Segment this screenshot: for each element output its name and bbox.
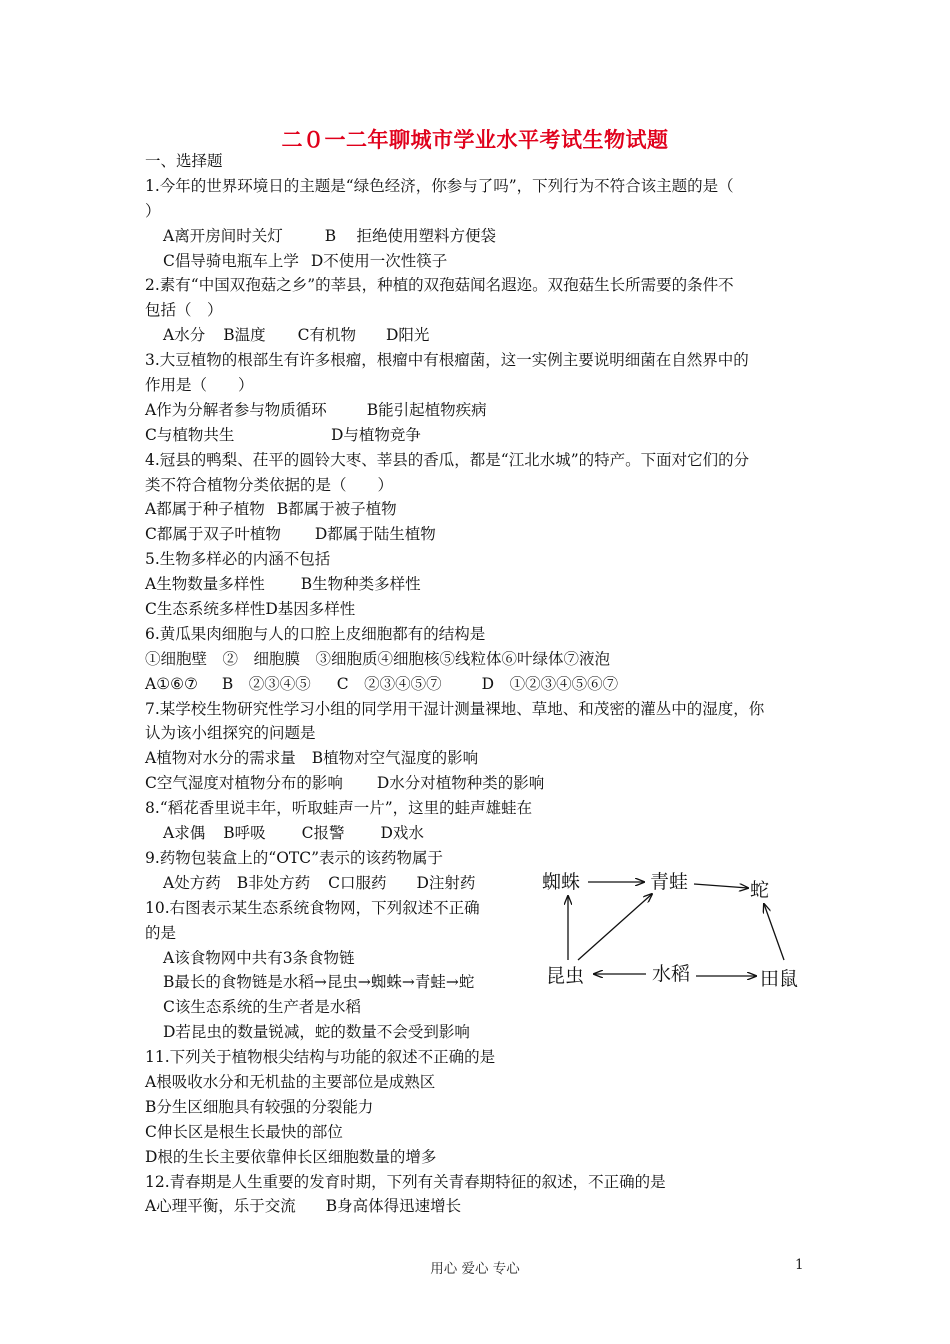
- q1-options-ab: [145, 224, 813, 249]
- q10-option-a: A该食物网中共有3条食物链: [163, 948, 355, 967]
- q9-option-c: C口服药: [328, 873, 387, 892]
- q8-option-d: D戏水: [380, 824, 424, 843]
- question-list: [145, 149, 813, 1219]
- q1-option-a: A离开房间时关灯: [163, 226, 283, 245]
- q1-options-cd: [145, 249, 813, 274]
- q1-option-d: D不使用一次性筷子: [310, 251, 448, 270]
- q7-option-b: B植物对空气湿度的影响: [311, 749, 479, 768]
- q4-option-c: C都属于双子叶植物: [145, 525, 281, 544]
- q4-option-d: D都属于陆生植物: [314, 525, 436, 544]
- q10-option-c: C该生态系统的生产者是水稻: [163, 998, 361, 1017]
- q11-stem: 11.下列关于植物根尖结构与功能的叙述不正确的是: [145, 1048, 496, 1067]
- q11-option-a: A根吸收水分和无机盐的主要部位是成熟区: [145, 1072, 436, 1091]
- q9-option-a: A处方药: [163, 873, 221, 892]
- exam-title: 二０一二年聊城市学业水平考试生物试题: [281, 127, 669, 152]
- q10-option-b: B最长的食物链是水稻→昆虫→蜘蛛→青蛙→蛇: [163, 973, 475, 992]
- q12-stem: 12.青春期是人生重要的发育时期，下列有关青春期特征的叙述，不正确的是: [145, 1172, 666, 1191]
- q3-option-b: B能引起植物疾病: [366, 400, 487, 419]
- q7-options-cd: [145, 771, 813, 796]
- q11-option-c: C伸长区是根生长最快的部位: [145, 1122, 343, 1141]
- q6-option-c: C ②③④⑤⑦: [336, 674, 442, 693]
- q8-option-b: B呼吸: [223, 824, 266, 843]
- q1-stem-line2: ）: [145, 201, 161, 220]
- arrow-mouse-to-snake: [764, 904, 784, 960]
- q3-options-ab: [145, 398, 813, 423]
- q1-option-c: C倡导骑电瓶车上学: [163, 251, 299, 270]
- q4-options-cd: [145, 522, 813, 547]
- q2-option-a: A水分: [163, 326, 206, 345]
- q6-option-b: B ②③④⑤: [221, 674, 311, 693]
- q2-stem-line2: 包括（ ）: [145, 301, 223, 320]
- q4-option-a: A都属于种子植物: [145, 500, 265, 519]
- q9-option-b: B非处方药: [236, 873, 311, 892]
- q11-option-b: B分生区细胞具有较强的分裂能力: [145, 1097, 374, 1116]
- q1-option-b: B 拒绝使用塑料方便袋: [324, 226, 497, 245]
- q7-stem-line2: 认为该小组探究的问题是: [145, 724, 316, 743]
- q2-option-b: B温度: [223, 326, 266, 345]
- q11-option-d: D根的生长主要依靠伸长区细胞数量的增多: [145, 1147, 437, 1166]
- q6-options: [145, 672, 813, 697]
- q8-stem: 8.“稻花香里说丰年，听取蛙声一片”，这里的蛙声雄蛙在: [145, 799, 533, 818]
- q4-option-b: B都属于被子植物: [276, 500, 397, 519]
- q12-option-b: B身高体得迅速增长: [325, 1197, 462, 1216]
- q7-option-a: A植物对水分的需求量: [145, 749, 296, 768]
- node-snake: 蛇: [750, 879, 770, 901]
- q7-stem-line1: 7.某学校生物研究性学习小组的同学用干湿计测量裸地、草地、和茂密的灌丛中的湿度，你: [145, 699, 765, 718]
- q3-option-d: D与植物竞争: [331, 425, 421, 444]
- q2-option-d: D阳光: [385, 326, 430, 345]
- page-footer: 用心 爱心 专心: [430, 1261, 520, 1277]
- q3-options-cd: [145, 423, 813, 448]
- q8-options: [145, 821, 813, 846]
- q6-option-d: D ①②③④⑤⑥⑦: [481, 674, 619, 693]
- q10-stem-line2: 的是: [145, 923, 177, 942]
- node-frog: 青蛙: [650, 871, 689, 893]
- q3-option-c: C与植物共生: [145, 425, 235, 444]
- q5-option-b: B生物种类多样性: [300, 575, 421, 594]
- q3-option-a: A作为分解者参与物质循环: [145, 400, 327, 419]
- arrow-insect-to-frog: [578, 894, 652, 960]
- node-field-mouse: 田鼠: [760, 968, 799, 990]
- q2-options: [145, 323, 813, 348]
- q4-options-ab: [145, 497, 813, 522]
- q6-option-a: A①⑥⑦: [145, 674, 198, 693]
- node-spider: 蜘蛛: [542, 871, 581, 893]
- q1-stem-line1: 1.今年的世界环境日的主题是“绿色经济，你参与了吗”，下列行为不符合该主题的是（: [145, 176, 734, 195]
- node-rice: 水稻: [652, 963, 691, 985]
- q10-option-d: D若昆虫的数量锐减，蛇的数量不会受到影响: [163, 1023, 470, 1042]
- q10-stem-line1: 10.右图表示某生态系统食物网，下列叙述不正确: [145, 898, 480, 917]
- q9-stem: 9.药物包装盒上的“OTC”表示的该药物属于: [145, 848, 444, 867]
- q4-stem-line2: 类不符合植物分类依据的是（ ）: [145, 475, 394, 494]
- q6-stem: 6.黄瓜果肉细胞与人的口腔上皮细胞都有的结构是: [145, 624, 486, 643]
- q4-stem-line1: 4.冠县的鸭梨、茌平的圆铃大枣、莘县的香瓜，都是“江北水城”的特产。下面对它们的分: [145, 450, 750, 469]
- q9-option-d: D注射药: [416, 873, 476, 892]
- q12-options-ab: [145, 1194, 813, 1219]
- q12-option-a: A心理平衡，乐于交流: [145, 1197, 296, 1216]
- q8-option-a: A求偶: [163, 824, 206, 843]
- q3-stem-line2: 作用是（ ）: [145, 376, 254, 395]
- q7-options-ab: [145, 746, 813, 771]
- q5-option-a: A生物数量多样性: [145, 575, 265, 594]
- q2-option-c: C有机物: [297, 326, 356, 345]
- q3-stem-line1: 3.大豆植物的根部生有许多根瘤，根瘤中有根瘤菌，这一实例主要说明细菌在自然界中的: [145, 351, 749, 370]
- q5-stem: 5.生物多样必的内涵不包括: [145, 550, 331, 569]
- q7-option-d: D水分对植物种类的影响: [376, 774, 545, 793]
- node-insect: 昆虫: [546, 965, 585, 987]
- page-number: 1: [795, 1257, 804, 1273]
- q8-option-c: C报警: [301, 824, 345, 843]
- arrow-frog-to-snake: [694, 884, 748, 888]
- food-web-diagram: [538, 860, 838, 1000]
- q5-options-ab: [145, 572, 813, 597]
- q5-options-cd: C生态系统多样性D基因多样性: [145, 600, 356, 619]
- q6-items: ①细胞壁 ② 细胞膜 ③细胞质④细胞核⑤线粒体⑥叶绿体⑦液泡: [145, 649, 611, 668]
- section-heading: 一、选择题: [145, 152, 223, 170]
- q2-stem-line1: 2.素有“中国双孢菇之乡”的莘县，种植的双孢菇闻名遐迩。双孢菇生长所需要的条件不: [145, 276, 734, 295]
- q7-option-c: C空气湿度对植物分布的影响: [145, 774, 343, 793]
